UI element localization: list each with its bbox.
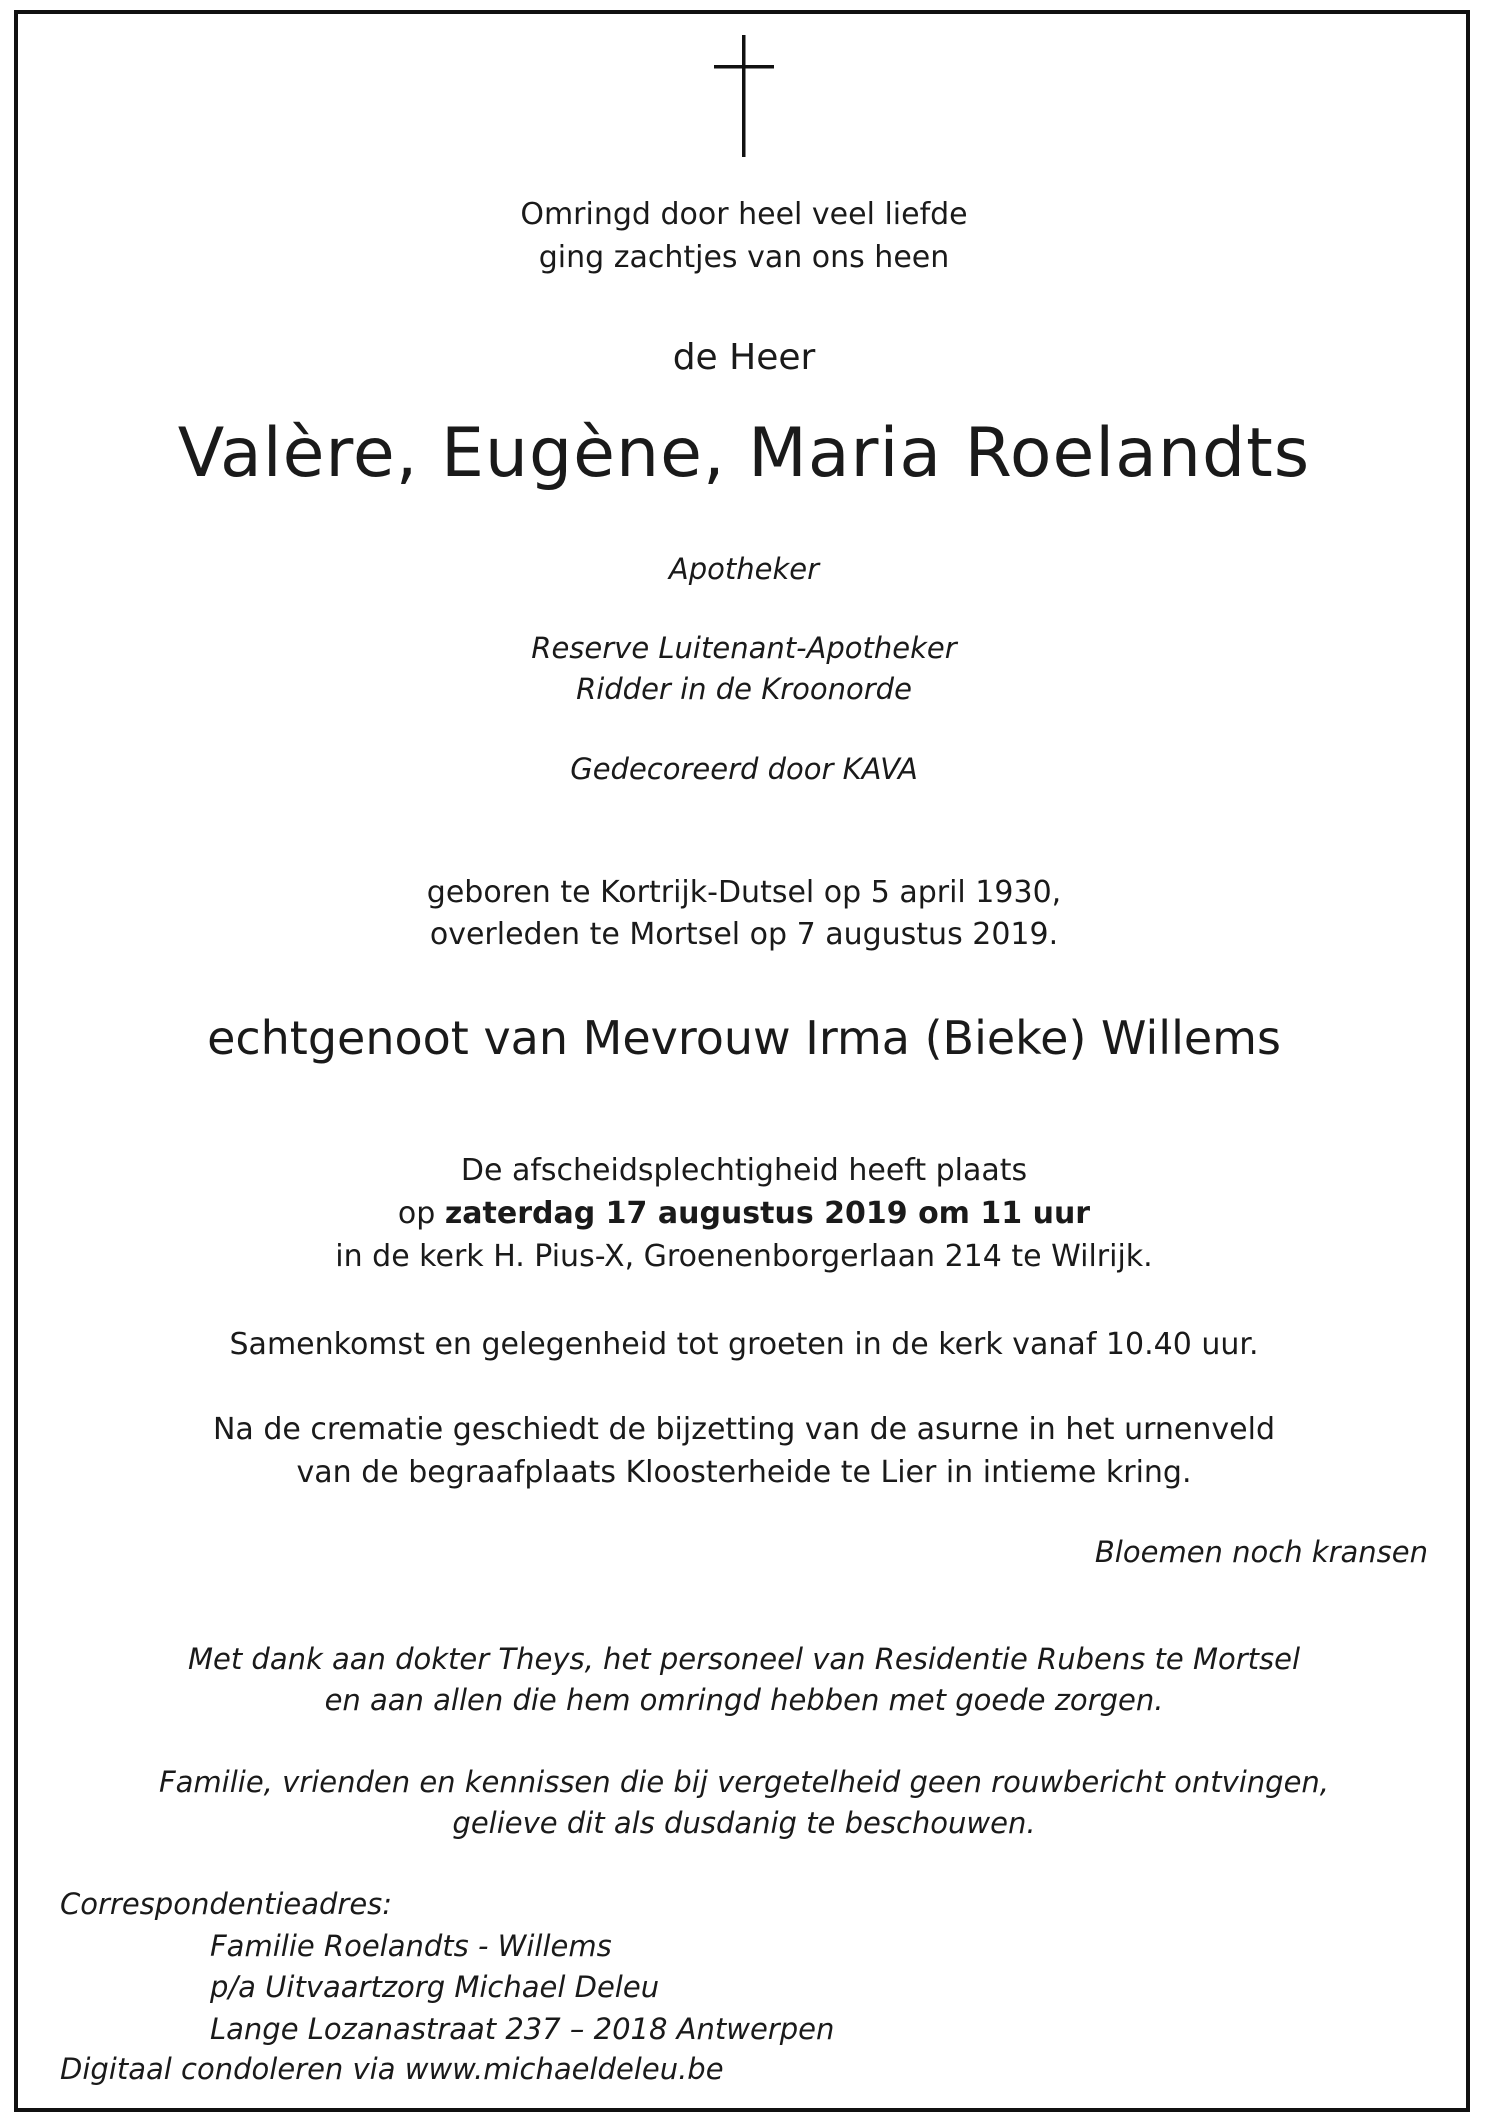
ceremony-datetime-line bbox=[0, 1196, 1488, 1231]
ceremony-location: in de kerk H. Pius-X, Groenenborgerlaan 214 te Wilrijk. bbox=[335, 1239, 1153, 1274]
death-line: overleden te Mortsel op 7 augustus 2019. bbox=[429, 917, 1059, 952]
thanks-line-2: en aan allen die hem omringd hebben met goede zorgen. bbox=[324, 1683, 1164, 1717]
flowers-note: Bloemen noch kransen bbox=[1094, 1535, 1428, 1569]
deceased-name: Valère, Eugène, Maria Roelandts bbox=[177, 414, 1311, 493]
thanks-line-1: Met dank aan dokter Theys, het personeel van Residentie Rubens te Mortsel bbox=[187, 1642, 1301, 1676]
latin-cross-icon bbox=[714, 35, 774, 157]
correspondence-label: Correspondentieadres: bbox=[60, 1887, 393, 1921]
intro-line-1: Omringd door heel veel liefde bbox=[520, 197, 968, 232]
profession: Apotheker bbox=[668, 552, 820, 586]
burial-line-2: van de begraafplaats Kloosterheide te Lier in intieme kring. bbox=[296, 1455, 1192, 1490]
burial-line-1: Na de crematie geschiedt de bijzetting van de asurne in het urnenveld bbox=[212, 1412, 1275, 1447]
correspondence-family: Familie Roelandts - Willems bbox=[210, 1929, 612, 1963]
notice-line-1: Familie, vrienden en kennissen die bij vergetelheid geen rouwbericht ontvingen, bbox=[158, 1765, 1330, 1799]
gathering-line: Samenkomst en gelegenheid tot groeten in de kerk vanaf 10.40 uur. bbox=[229, 1327, 1259, 1362]
ceremony-datetime: zaterdag 17 augustus 2019 om 11 uur bbox=[444, 1196, 1091, 1231]
ceremony-line-1: De afscheidsplechtigheid heeft plaats bbox=[460, 1153, 1028, 1188]
birth-line: geboren te Kortrijk-Dutsel op 5 april 1930, bbox=[426, 875, 1062, 910]
online-condolence: Digitaal condoleren via www.michaeldeleu.be bbox=[60, 2052, 724, 2086]
correspondence-street: Lange Lozanastraat 237 – 2018 Antwerpen bbox=[210, 2012, 835, 2046]
notice-line-2: gelieve dit als dusdanig te beschouwen. bbox=[452, 1806, 1036, 1840]
ceremony-prefix: op bbox=[397, 1196, 445, 1231]
military-rank: Reserve Luitenant-Apotheker bbox=[531, 631, 957, 665]
correspondence-care-of: p/a Uitvaartzorg Michael Deleu bbox=[210, 1970, 660, 2004]
honorific: de Heer bbox=[672, 337, 816, 378]
order-of-crown: Ridder in de Kroonorde bbox=[576, 672, 912, 706]
intro-line-2: ging zachtjes van ons heen bbox=[538, 240, 950, 275]
decoration: Gedecoreerd door KAVA bbox=[570, 752, 918, 786]
spouse-line: echtgenoot van Mevrouw Irma (Bieke) Willems bbox=[207, 1011, 1281, 1065]
